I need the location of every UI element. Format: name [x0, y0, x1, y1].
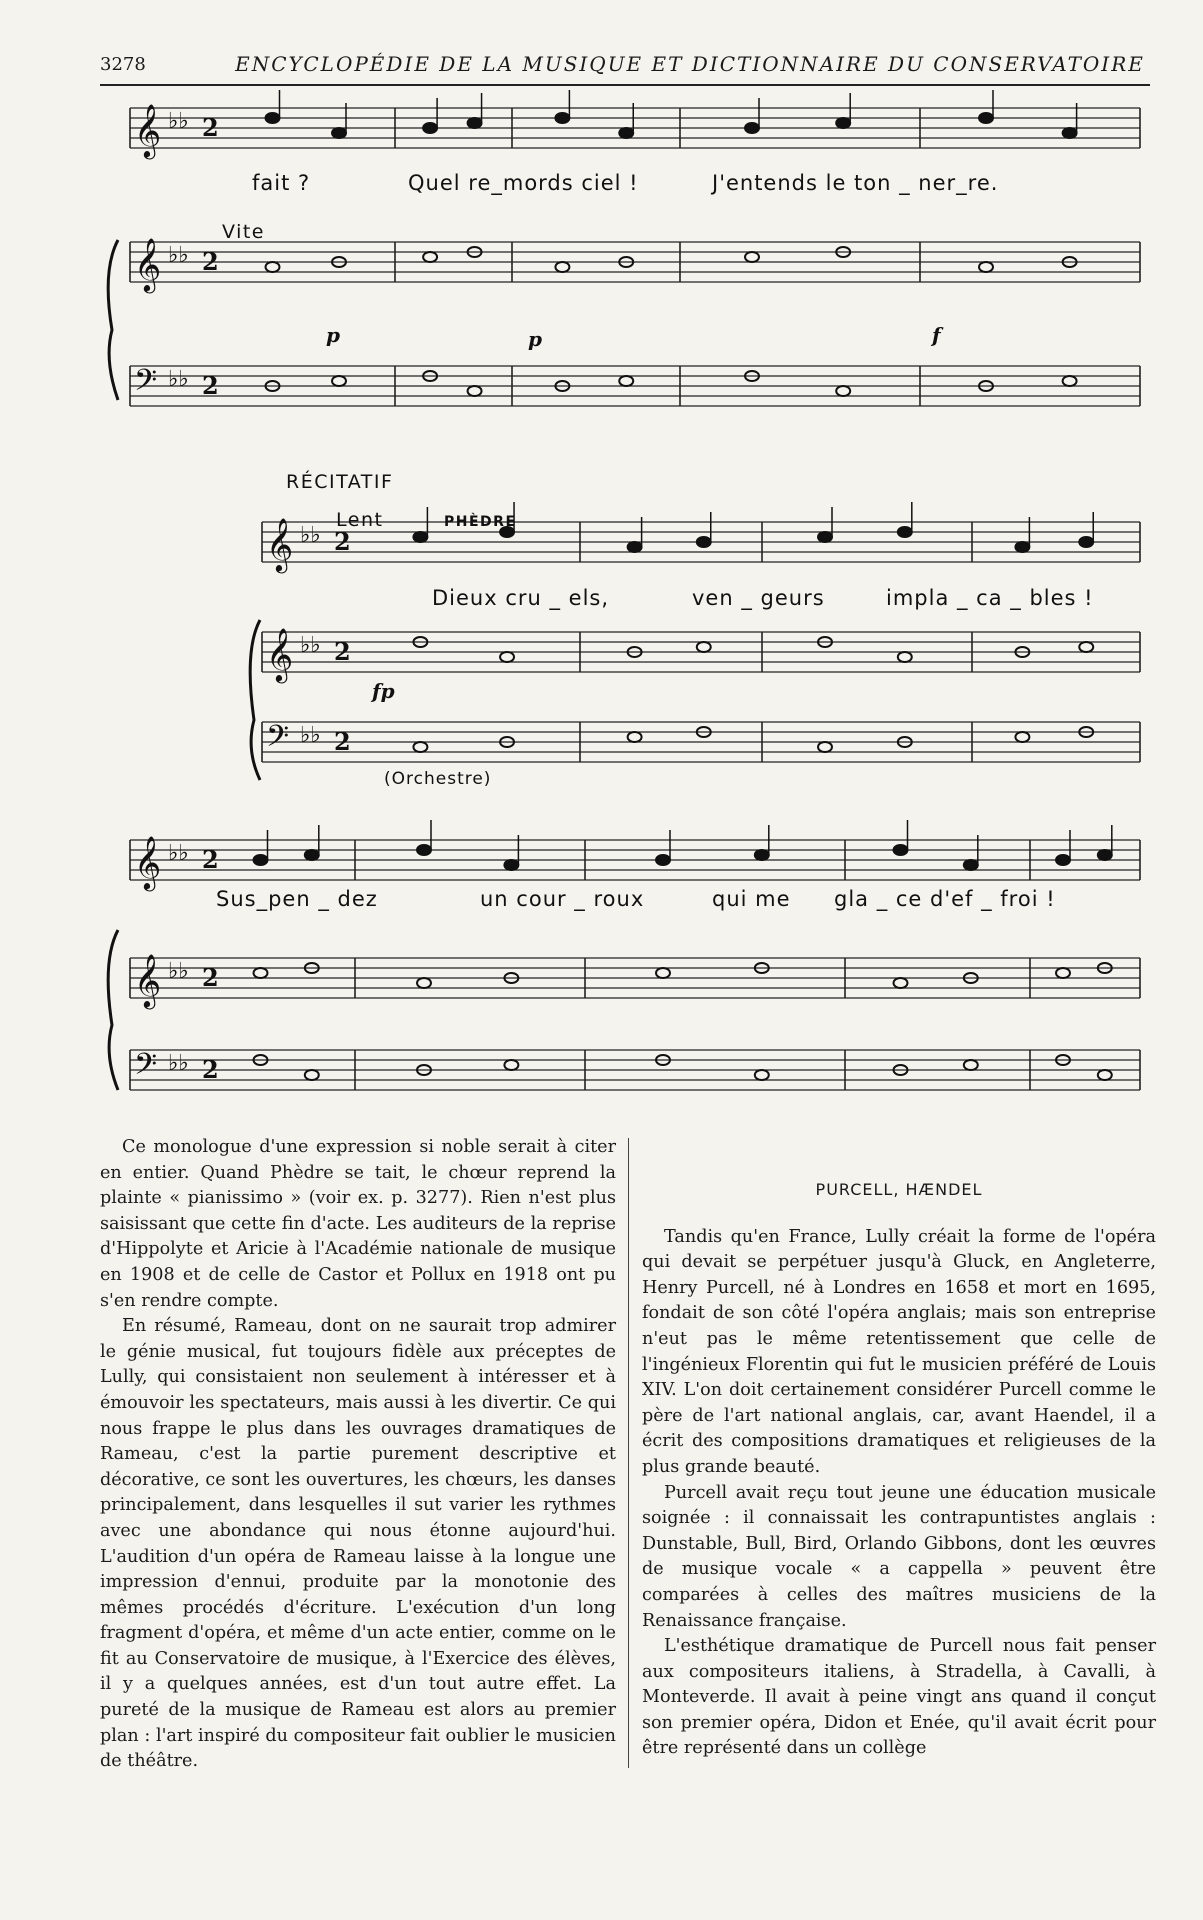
page-header	[100, 50, 1150, 86]
notehead	[305, 850, 319, 860]
notehead	[266, 262, 280, 272]
notehead	[697, 642, 711, 652]
notehead	[619, 128, 633, 138]
notehead	[555, 262, 569, 272]
clef-icon: 𝄞	[134, 103, 162, 157]
time-signature: 2	[334, 637, 351, 666]
lyric-s2-2: ven _ geurs	[692, 586, 825, 610]
time-signature: 2	[202, 845, 219, 874]
notehead	[1063, 376, 1077, 386]
dynamic-p1: p	[326, 323, 340, 347]
section-title: PURCELL, HÆNDEL	[815, 1180, 983, 1199]
notehead	[964, 860, 978, 870]
time-signature: 2	[202, 371, 219, 400]
right-column	[642, 1135, 1156, 1762]
left-column	[100, 1135, 616, 1775]
lyric-s2-1: Dieux cru _ els,	[432, 586, 610, 610]
notehead	[332, 376, 346, 386]
notehead	[266, 113, 280, 123]
lyric-s3-1: Sus_pen _ dez	[216, 887, 378, 911]
music-score	[0, 90, 1203, 1120]
clef-icon: 𝄞	[266, 627, 294, 681]
time-signature: 2	[202, 1055, 219, 1084]
notehead	[898, 652, 912, 662]
notehead	[979, 262, 993, 272]
clefs	[134, 103, 351, 1089]
time-signature: 2	[334, 727, 351, 756]
notehead	[745, 123, 759, 133]
clef-icon: 𝄞	[134, 835, 162, 889]
notehead	[413, 532, 427, 542]
key-signature-icon: ♭♭	[300, 523, 321, 548]
notehead	[1056, 855, 1070, 865]
paragraph: Purcell avait reçu tout jeune une éducation musicale soignée : il connaissait les contrapuntistes anglais : Dunstable, Bull, Bird, Orlando Gibbons, dont les œuvres de musique vocale « a cappella » peuvent être comparées à celles des maîtres musiciens de la Renaissance française.	[642, 1482, 1156, 1631]
notehead	[697, 537, 711, 547]
time-signature: 2	[202, 113, 219, 142]
running-title: ENCYCLOPÉDIE DE LA MUSIQUE ET DICTIONNAIRE DU CONSERVATOIRE	[235, 52, 1145, 76]
notehead	[894, 845, 908, 855]
paragraph: En résumé, Rameau, dont on ne saurait trop admirer le génie musical, fut toujours fidèle aux préceptes de Lully, qui consistaient non seulement à intéresser et à émouvoir les spectateurs, mais aussi à les divertir. Ce qui nous frappe le plus dans les ouvrages dramatiques de Rameau, c'est la partie purement descriptive et décorative, ce sont les ouvertures, les chœurs, les danses principalement, dans lesquelles il sut varier les rythmes avec une abondance qui nous étonne aujourd'hui. L'audition d'un opéra de Rameau laisse à la longue une impression d'ennui, produite par la monotonie des mêmes procédés d'écriture. L'exécution d'un long fragment d'opéra, et même d'un acte entier, comme on le fit au Conservatoire de musique, à l'Exercice des élèves, il y a quelques années, est d'un tout autre effet. La pureté de la musique de Rameau est alors au premier plan : l'art inspiré du compositeur fait oublier le musicien de théâtre.	[100, 1316, 616, 1772]
paragraph: Ce monologue d'une expression si noble serait à citer en entier. Quand Phèdre se tait, le chœur reprend la plainte « pianissimo » (voir ex. p. 3277). Rien n'est plus saisissant que cette fin d'acte. Les auditeurs de la reprise d'Hippolyte et Aricie à l'Académie nationale de musique en 1908 et de celle de Castor et Pollux en 1918 ont pu s'en rendre compte.	[100, 1137, 616, 1311]
notehead	[555, 113, 569, 123]
key-signature-icon: ♭♭	[168, 367, 189, 392]
lyric-s2-3: impla _ ca _ bles !	[886, 586, 1094, 610]
notehead	[305, 1070, 319, 1080]
notehead	[423, 252, 437, 262]
character-phedre: PHÈDRE	[444, 514, 517, 530]
notehead	[468, 118, 482, 128]
key-signature-icon: ♭♭	[168, 109, 189, 134]
clef-icon: 𝄞	[134, 237, 162, 291]
clef-icon: 𝄢	[134, 364, 158, 405]
notehead	[1015, 542, 1029, 552]
dynamic-f: f	[932, 323, 941, 347]
paragraph: Tandis qu'en France, Lully créait la forme de l'opéra qui devait se perpétuer jusqu'à Gluck, en Angleterre, Henry Purcell, né à Londres en 1658 et mort en 1695, fondait de son côté l'opéra anglais; mais son entreprise n'eut pas le même retentissement que celle de l'ingénieux Florentin qui fut le musicien préféré de Louis XIV. L'on doit certainement considérer Purcell comme le père de l'art national anglais, car, avant Haendel, il a écrit des compositions dramatiques et religieuses de la plus grande beauté.	[642, 1226, 1156, 1477]
clef-icon: 𝄢	[266, 720, 290, 761]
clef-icon: 𝄞	[134, 953, 162, 1007]
dynamic-fp: fp	[372, 679, 395, 703]
notehead	[1098, 1070, 1112, 1080]
dynamic-p2: p	[528, 327, 542, 351]
paragraph: L'esthétique dramatique de Purcell nous fait penser aux compositeurs italiens, à Stradella, à Cavalli, à Monteverde. Il avait à peine vingt ans quand il conçut son premier opéra, Didon et Enée, qu'il avait écrit pour être représenté dans un collège	[642, 1636, 1156, 1759]
notehead	[1063, 128, 1077, 138]
notehead	[468, 386, 482, 396]
lyric-s1-1: fait ?	[252, 171, 311, 195]
notehead	[504, 860, 518, 870]
notehead	[619, 376, 633, 386]
notehead	[417, 845, 431, 855]
orchestre-caption: (Orchestre)	[384, 769, 492, 789]
lyric-s1-2: Quel re_mords ciel !	[408, 171, 639, 195]
notehead	[1098, 850, 1112, 860]
notehead	[1079, 537, 1093, 547]
notehead	[818, 742, 832, 752]
notehead	[1015, 732, 1029, 742]
key-signature-icon: ♭♭	[300, 723, 321, 748]
column-divider	[628, 1138, 629, 1768]
time-signature: 2	[334, 527, 351, 556]
lyric-s3-3: qui me	[712, 887, 791, 911]
section-recitatif: RÉCITATIF	[286, 471, 394, 493]
notehead	[1079, 642, 1093, 652]
notehead	[332, 128, 346, 138]
lyric-s3-4: gla _ ce d'ef _ froi !	[834, 887, 1056, 911]
notehead	[979, 113, 993, 123]
lyric-s1-3: J'entends le ton _ ner_re.	[712, 171, 999, 195]
notehead	[254, 968, 268, 978]
notehead	[413, 742, 427, 752]
key-signature-icon: ♭♭	[168, 841, 189, 866]
notehead	[500, 652, 514, 662]
notehead	[417, 978, 431, 988]
clef-icon: 𝄞	[266, 517, 294, 571]
key-signature-icon: ♭♭	[168, 243, 189, 268]
notehead	[836, 386, 850, 396]
notehead	[656, 968, 670, 978]
notehead	[423, 123, 437, 133]
notehead	[254, 855, 268, 865]
notehead	[964, 1060, 978, 1070]
time-signature: 2	[202, 247, 219, 276]
notehead	[628, 542, 642, 552]
notehead	[656, 855, 670, 865]
lyric-s3-2: un cour _ roux	[480, 887, 645, 911]
notehead	[755, 850, 769, 860]
tempo-vite: Vite	[222, 221, 265, 243]
key-signature-icon: ♭♭	[168, 1051, 189, 1076]
notehead	[836, 118, 850, 128]
notehead	[628, 732, 642, 742]
notehead	[898, 527, 912, 537]
tempo-lent: Lent	[336, 509, 384, 531]
key-signature-icon: ♭♭	[300, 633, 321, 658]
clef-icon: 𝄢	[134, 1048, 158, 1089]
page-number: 3278	[100, 54, 146, 75]
notehead	[818, 532, 832, 542]
notehead	[745, 252, 759, 262]
notehead	[755, 1070, 769, 1080]
notehead	[894, 978, 908, 988]
notehead	[1056, 968, 1070, 978]
noteheads	[254, 90, 1112, 1080]
notehead	[504, 1060, 518, 1070]
time-signature: 2	[202, 963, 219, 992]
key-signature-icon: ♭♭	[168, 959, 189, 984]
